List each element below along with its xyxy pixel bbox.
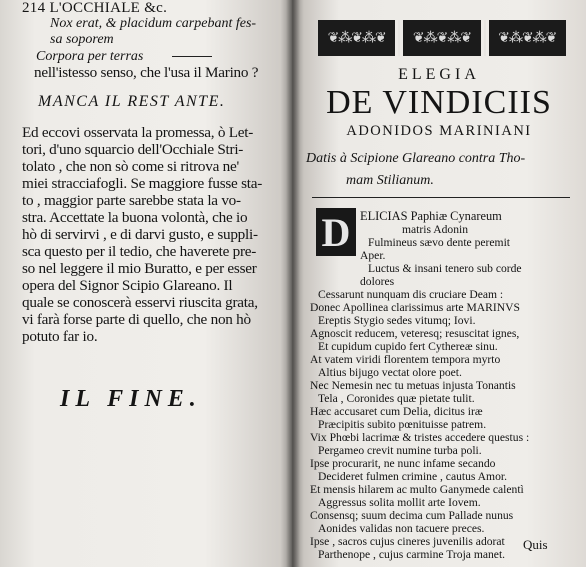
prose-line: vi farà forse parte di quello, che non hò <box>22 311 251 328</box>
title-elegia: ELEGIA <box>398 66 480 83</box>
the-end-heading: IL FINE. <box>60 386 202 412</box>
ornament-block: ❦⁂❦⁂❦ <box>403 20 480 56</box>
left-page <box>0 0 292 567</box>
prose-line: sca questo per il tedio, che haverete pre- <box>22 243 257 260</box>
elegy-line: Ipse , sacros cujus cineres juvenilis adorat <box>310 535 505 548</box>
elegy-line: Ipse procurarit, ne nunc infame secando <box>310 457 496 470</box>
elegy-line: At vatem viridi florentem tempora myrto <box>310 353 501 366</box>
elegy-line: Hæc accusaret cum Delia, dicitus iræ <box>310 405 483 418</box>
elegy-line: Consensq; suum decima cum Pallade nunus <box>310 509 514 522</box>
prose-line: hò di servirvi , e di darvi gusto, e suppli- <box>22 226 258 243</box>
elegy-line: Aonides validas non tacuere preces. <box>318 522 485 535</box>
verse-line: Corpora per terras <box>36 49 144 64</box>
prose-line: tori, d'uno squarcio dell'Occhiale Stri- <box>22 141 244 158</box>
decorated-initial <box>316 208 356 256</box>
prose-line: quale se conoscerà esservi riuscita grata, <box>22 294 258 311</box>
prose-line: opera del Signor Scipio Glareano. Il <box>22 277 233 294</box>
verse-rule <box>172 56 212 57</box>
verse-line: Nox erat, & placidum carpebant fes- <box>50 16 257 31</box>
subtitle-rule <box>312 197 570 198</box>
header-ornament <box>318 20 566 56</box>
elegy-line: Aggressus solita mollit arte Iovem. <box>318 496 481 509</box>
prose-line: potuto far io. <box>22 328 98 345</box>
subtitle-line: Datis à Scipione Glareano contra Tho- <box>306 151 526 166</box>
elegy-line: matris Adonin <box>402 223 469 236</box>
catchword: Quis <box>523 537 548 552</box>
elegy-line: Tela , Coronides quæ pietate tulit. <box>318 392 475 405</box>
elegy-line: Donec Apollinea clarissimus arte MARINVS <box>310 301 520 314</box>
verse-end-line: nell'istesso senso, che l'usa il Marino ? <box>34 64 259 81</box>
ornament-block: ❦⁂❦⁂❦ <box>318 20 395 56</box>
elegy-line: Pergameo crevit numine turba poli. <box>318 444 482 457</box>
verse-line: sa soporem <box>50 32 114 47</box>
elegy-line: Præcipitis subito pœnituisse patrem. <box>318 418 487 431</box>
elegy-line: Fulmineus sævo dente peremit <box>368 236 511 249</box>
prose-line: tolato , che non sò come si ritrova ne' <box>22 158 239 175</box>
elegy-line: Decideret fulmen crimine , cautus Amor. <box>318 470 507 483</box>
elegy-line: dolores <box>360 275 395 288</box>
title-main: DE VINDICIIS <box>326 84 552 121</box>
elegy-line: Aper. <box>360 249 386 262</box>
prose-line: stra. Accettate la buona volontà, che io <box>22 209 248 226</box>
subtitle-line: mam Stilianum. <box>346 173 434 188</box>
elegy-line: Et cupidum cupido fert Cythereæ sinu. <box>318 340 498 353</box>
decorated-initial-letter: D <box>321 209 351 255</box>
running-head: 214 L'OCCHIALE &c. <box>22 0 168 16</box>
elegy-line: Altius bijugo vectat olore poet. <box>318 366 462 379</box>
elegy-line: Ereptis Stygio sedes vitumq; Iovi. <box>318 314 476 327</box>
elegy-line: Parthenope , cujus carmine Troja manet. <box>318 548 506 561</box>
book-gutter <box>286 0 300 567</box>
elegy-line: Luctus & insani tenero sub corde <box>368 262 522 275</box>
ornament-block: ❦⁂❦⁂❦ <box>489 20 566 56</box>
title-adonidos: ADONIDOS MARINIANI <box>346 123 532 139</box>
elegy-line: Cessarunt nunquam dis cruciare Deam : <box>318 288 504 301</box>
elegy-line: Agnoscit reducem, veteresq; resuscitat ignes, <box>310 327 520 340</box>
elegy-line: Vix Phœbi lacrimæ & tristes accedere questus : <box>310 431 530 444</box>
elegy-line: Nec Nemesin nec tu metuas injusta Tonantis <box>310 379 516 392</box>
elegy-first-line: ELICIAS Paphiæ Cynareum <box>360 209 502 223</box>
manca-heading: MANCA IL REST ANTE. <box>38 93 226 110</box>
prose-line: to , maggior parte sarebbe stata la vo- <box>22 192 241 209</box>
prose-line: so nel leggere il mio Buratto, e per esser <box>22 260 257 277</box>
prose-line: Ed eccovi osservata la promessa, ò Let- <box>22 124 254 141</box>
right-page <box>292 0 586 567</box>
prose-line: miei stracciafogli. Se maggiore fusse sta- <box>22 175 263 192</box>
elegy-line: Et mensis hilarem ac multo Ganymede calentì <box>310 483 524 496</box>
